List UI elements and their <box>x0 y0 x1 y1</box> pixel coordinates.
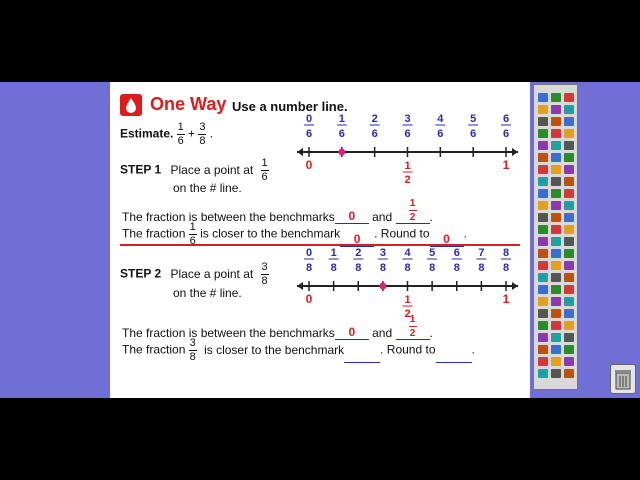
text-tool-icon[interactable] <box>538 237 548 246</box>
tick-denominator: 6 <box>502 128 510 140</box>
text-tool-icon[interactable] <box>551 201 561 210</box>
arrow-right-icon <box>512 148 518 156</box>
shape-tool-icon[interactable] <box>551 261 561 270</box>
tick-denominator: 6 <box>404 128 411 140</box>
highlighter-icon[interactable] <box>564 249 574 258</box>
benchmark-b-blank[interactable]: $\frac{1}{2}$ <box>396 198 430 224</box>
estimate-fraction-2: $\frac{3}{8}$ <box>199 121 206 147</box>
highlighter-icon[interactable] <box>551 189 561 198</box>
closer-text-b: is closer to the benchmark <box>200 226 341 241</box>
estimate-label: Estimate. <box>120 126 174 141</box>
select-tool-icon[interactable] <box>538 177 548 186</box>
highlighter-icon[interactable] <box>551 285 561 294</box>
tick-numerator: 2 <box>355 247 362 259</box>
shape-tool-icon[interactable] <box>538 105 548 114</box>
tick-numerator: 1 <box>338 113 345 125</box>
benchmark-half-numerator: 1 <box>404 160 411 172</box>
benchmark-zero-label: 0 <box>305 158 313 172</box>
eraser-icon[interactable] <box>551 225 561 234</box>
closer-text-a: The fraction <box>122 226 186 241</box>
line-tool-icon[interactable] <box>564 141 574 150</box>
arrow-left-icon <box>297 282 303 290</box>
fill-tool-icon[interactable] <box>538 249 548 258</box>
tick-numerator: 3 <box>379 247 386 259</box>
shape-tool-icon[interactable] <box>538 297 548 306</box>
line-tool-icon[interactable] <box>538 213 548 222</box>
eraser-icon[interactable] <box>538 261 548 270</box>
closer-text-a: The fraction <box>122 342 186 357</box>
tick-numerator: 1 <box>330 247 337 259</box>
tick-numerator: 0 <box>305 113 313 125</box>
benchmark-zero-label: 0 <box>305 292 313 306</box>
tick-numerator: 8 <box>502 247 510 259</box>
benchmark-half-denominator: 2 <box>404 308 411 320</box>
tick-denominator: 6 <box>437 128 444 140</box>
pen-tool-icon[interactable] <box>564 213 574 222</box>
plus-sign: + <box>188 126 196 141</box>
closer-text-b: is closer to the benchmark <box>204 342 345 357</box>
select-tool-icon[interactable] <box>564 201 574 210</box>
select-tool-icon[interactable] <box>551 141 561 150</box>
benchmark-a-blank[interactable]: 0 <box>335 209 369 224</box>
select-tool-icon[interactable] <box>564 105 574 114</box>
round-to-blank[interactable]: 0 <box>430 232 464 247</box>
tick-denominator: 8 <box>478 262 485 274</box>
line-tool-icon[interactable] <box>538 117 548 126</box>
tick-numerator: 2 <box>371 113 378 125</box>
shape-tool-icon[interactable] <box>551 357 561 366</box>
text-tool-icon[interactable] <box>551 297 561 306</box>
closer-benchmark-blank[interactable]: 0 <box>340 232 374 247</box>
fill-tool-icon[interactable] <box>564 273 574 282</box>
tick-numerator: 5 <box>470 113 477 125</box>
tick-denominator: 6 <box>305 128 313 140</box>
step1-label: STEP 1 <box>120 162 162 177</box>
round-text: . Round to <box>374 226 430 241</box>
benchmark-half-numerator: 1 <box>404 294 411 306</box>
step1-text-b: on the # line. <box>173 181 242 195</box>
arrow-left-icon <box>297 148 303 156</box>
period: . <box>471 342 475 357</box>
select-tool-icon[interactable] <box>538 273 548 282</box>
benchmark-half-denominator: 2 <box>404 174 411 186</box>
closer-fraction: $\frac{1}{6}$ <box>189 221 196 247</box>
step2-fraction: $\frac{3}{8}$ <box>261 261 268 287</box>
section-subtitle: Use a number line. <box>232 99 348 114</box>
eraser-icon[interactable] <box>564 285 574 294</box>
fill-tool-icon[interactable] <box>551 309 561 318</box>
eraser-icon[interactable] <box>538 357 548 366</box>
text-tool-icon[interactable] <box>538 141 548 150</box>
number-line-eighths[interactable] <box>295 246 520 321</box>
benchmark-one-label: 1 <box>502 158 510 172</box>
period: . <box>463 226 467 241</box>
tick-numerator: 6 <box>502 113 510 125</box>
tick-denominator: 8 <box>453 262 460 274</box>
tick-numerator: 6 <box>453 247 460 259</box>
estimate-fraction-1: $\frac{1}{6}$ <box>177 121 184 147</box>
section-title: One Way <box>150 94 227 114</box>
eraser-icon[interactable] <box>564 189 574 198</box>
number-line-sixths[interactable] <box>295 112 520 187</box>
step2-text-b: on the # line. <box>173 286 242 300</box>
fill-tool-icon[interactable] <box>551 213 561 222</box>
pen-tool-icon[interactable] <box>538 189 548 198</box>
line-tool-icon[interactable] <box>538 309 548 318</box>
shape-tool-icon[interactable] <box>564 129 574 138</box>
period: . <box>429 210 433 224</box>
tick-numerator: 3 <box>404 113 411 125</box>
eraser-icon[interactable] <box>564 93 574 102</box>
tick-numerator: 5 <box>429 247 436 259</box>
shape-tool-icon[interactable] <box>538 201 548 210</box>
step2-closer-row <box>122 338 475 363</box>
fill-tool-icon[interactable] <box>538 345 548 354</box>
line-tool-icon[interactable] <box>551 369 561 378</box>
tick-denominator: 6 <box>371 128 378 140</box>
highlighter-icon[interactable] <box>538 321 548 330</box>
highlighter-icon[interactable] <box>551 93 561 102</box>
trash-icon[interactable] <box>610 364 636 394</box>
arrow-right-icon <box>512 282 518 290</box>
text-tool-icon[interactable] <box>538 333 548 342</box>
tick-numerator: 0 <box>305 247 313 259</box>
app-background <box>0 82 640 398</box>
select-tool-icon[interactable] <box>538 369 548 378</box>
highlighter-icon[interactable] <box>538 129 548 138</box>
select-tool-icon[interactable] <box>564 297 574 306</box>
select-tool-icon[interactable] <box>551 237 561 246</box>
tick-denominator: 6 <box>470 128 477 140</box>
benchmark-b-blank[interactable]: $\frac{1}{2}$ <box>396 314 430 340</box>
tick-denominator: 8 <box>305 262 313 274</box>
tick-denominator: 8 <box>355 262 362 274</box>
fill-tool-icon[interactable] <box>538 153 548 162</box>
slide-page <box>110 82 530 398</box>
text-tool-icon[interactable] <box>564 357 574 366</box>
tick-denominator: 8 <box>404 262 411 274</box>
fill-tool-icon[interactable] <box>564 369 574 378</box>
fill-tool-icon[interactable] <box>551 117 561 126</box>
step2-text: Place a point at <box>170 266 254 281</box>
drop-icon <box>120 94 142 116</box>
step1-instruction <box>120 158 269 183</box>
tick-numerator: 4 <box>404 247 411 259</box>
step2-instruction <box>120 262 269 287</box>
benchmark-a-blank[interactable]: 0 <box>335 325 369 340</box>
step2-benchmarks-row <box>122 314 433 340</box>
tick-denominator: 8 <box>502 262 510 274</box>
period: . <box>429 326 433 340</box>
estimate-row <box>120 122 213 147</box>
benchmark-one-label: 1 <box>502 292 510 306</box>
highlighter-icon[interactable] <box>564 345 574 354</box>
step1-text: Place a point at <box>170 162 254 177</box>
line-tool-icon[interactable] <box>551 273 561 282</box>
tick-numerator: 7 <box>478 247 485 259</box>
shape-tool-icon[interactable] <box>564 225 574 234</box>
highlighter-icon[interactable] <box>564 153 574 162</box>
pen-tool-icon[interactable] <box>538 93 548 102</box>
line-tool-icon[interactable] <box>551 177 561 186</box>
text-tool-icon[interactable] <box>551 105 561 114</box>
tick-denominator: 8 <box>379 262 386 274</box>
benchmarks-text: The fraction is between the benchmarks <box>122 326 335 340</box>
step1-benchmarks-row <box>122 198 433 224</box>
pen-tool-icon[interactable] <box>551 345 561 354</box>
text-tool-icon[interactable] <box>564 261 574 270</box>
shape-tool-icon[interactable] <box>551 165 561 174</box>
tool-palette[interactable] <box>533 84 578 390</box>
pen-tool-icon[interactable] <box>564 117 574 126</box>
fill-tool-icon[interactable] <box>564 177 574 186</box>
step1-fraction: $\frac{1}{6}$ <box>261 157 268 183</box>
round-text: . Round to <box>380 342 436 357</box>
eraser-icon[interactable] <box>551 129 561 138</box>
text-tool-icon[interactable] <box>564 165 574 174</box>
plotted-point <box>338 149 345 156</box>
pen-tool-icon[interactable] <box>551 249 561 258</box>
eraser-icon[interactable] <box>538 165 548 174</box>
tick-denominator: 6 <box>338 128 345 140</box>
tick-denominator: 8 <box>429 262 436 274</box>
line-tool-icon[interactable] <box>564 333 574 342</box>
highlighter-icon[interactable] <box>538 225 548 234</box>
line-tool-icon[interactable] <box>564 237 574 246</box>
plotted-point <box>379 283 386 290</box>
round-to-blank[interactable] <box>436 362 472 363</box>
and-text: and <box>372 210 393 224</box>
and-text: and <box>372 326 393 340</box>
period: . <box>209 126 214 141</box>
eraser-icon[interactable] <box>551 321 561 330</box>
closer-fraction: $\frac{3}{8}$ <box>189 337 196 363</box>
pen-tool-icon[interactable] <box>538 285 548 294</box>
closer-benchmark-blank[interactable] <box>344 362 380 363</box>
tick-denominator: 8 <box>330 262 337 274</box>
shape-tool-icon[interactable] <box>564 321 574 330</box>
step2-label: STEP 2 <box>120 266 162 281</box>
select-tool-icon[interactable] <box>551 333 561 342</box>
benchmarks-text: The fraction is between the benchmarks <box>122 210 335 224</box>
pen-tool-icon[interactable] <box>564 309 574 318</box>
pen-tool-icon[interactable] <box>551 153 561 162</box>
tick-numerator: 4 <box>437 113 444 125</box>
